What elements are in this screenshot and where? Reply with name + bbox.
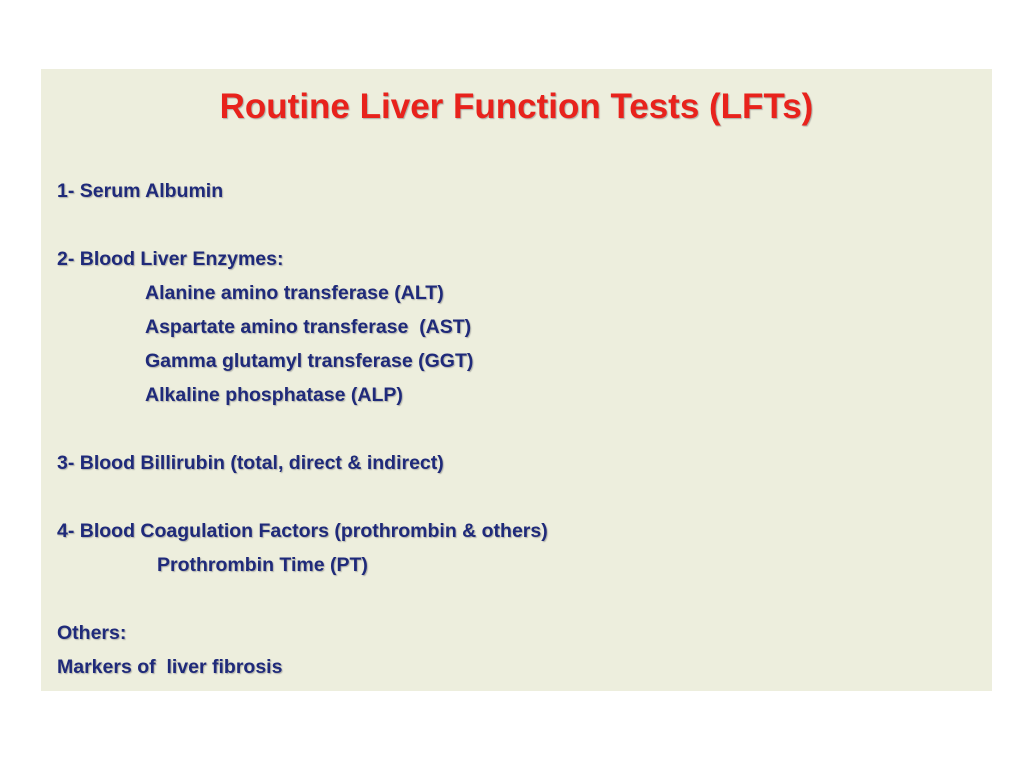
spacer: [57, 582, 977, 616]
page-title: Routine Liver Function Tests (LFTs): [219, 87, 814, 126]
list-item-alp: Alkaline phosphatase (ALP): [145, 384, 403, 406]
list-item-blood-liver-enzymes: 2- Blood Liver Enzymes:: [57, 248, 284, 270]
list-item-alt: Alanine amino transferase (ALT): [145, 282, 444, 304]
spacer: [57, 480, 977, 514]
others-heading: Others:: [57, 622, 127, 644]
slide-canvas: [41, 69, 992, 691]
list-item-ggt: Gamma glutamyl transferase (GGT): [145, 350, 474, 372]
list-item-prothrombin-time: Prothrombin Time (PT): [157, 554, 368, 576]
list-item-blood-billirubin: 3- Blood Billirubin (total, direct & indirect): [57, 452, 444, 474]
list-item-serum-albumin: 1- Serum Albumin: [57, 180, 224, 202]
spacer: [57, 412, 977, 446]
others-markers-line: Markers of liver fibrosis: [57, 656, 283, 678]
spacer: [57, 208, 977, 242]
slide-body: [57, 174, 977, 684]
list-item-coagulation-factors: 4- Blood Coagulation Factors (prothrombin & others): [57, 520, 548, 542]
list-item-ast: Aspartate amino transferase (AST): [145, 316, 472, 338]
